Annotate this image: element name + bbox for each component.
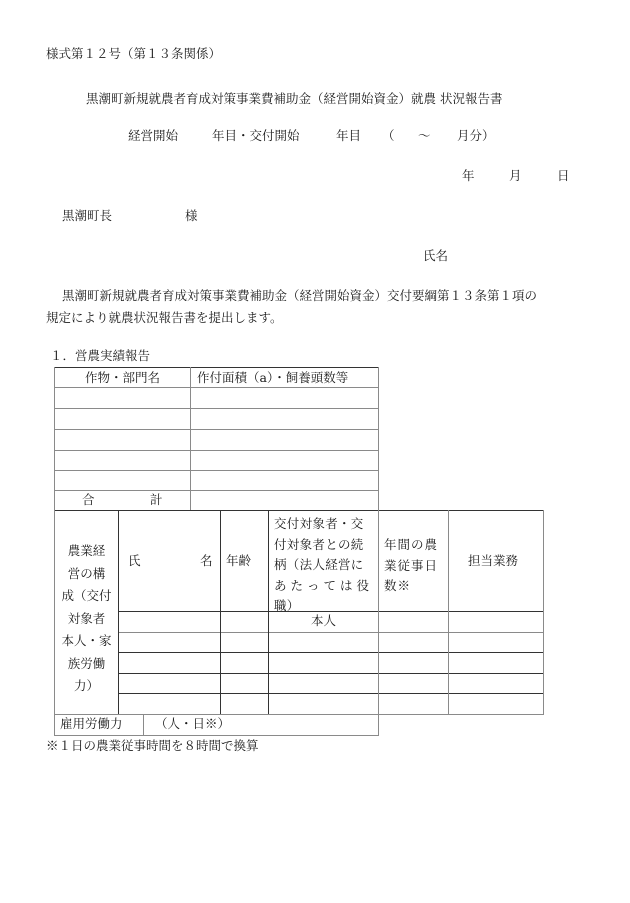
labor-group-label: 農業経 営の構 成（交付 対象者 本人・家 族労働 力）	[61, 543, 112, 693]
header-farm-days: 年間の農 業従事日 数※	[384, 537, 439, 593]
member-name-cell-2[interactable]	[119, 633, 220, 652]
year-suffix-1: 年目・交付開始	[212, 128, 300, 143]
member-days-cell-5[interactable]	[379, 694, 448, 714]
member-duty-cell-5[interactable]	[449, 694, 543, 714]
member-age-cell-3[interactable]	[221, 653, 268, 673]
member-age-cell-4[interactable]	[221, 674, 268, 693]
header-crop-name: 作物・部門名	[84, 369, 160, 385]
member-name-cell-1[interactable]	[119, 612, 220, 632]
date-day: 日	[557, 168, 570, 183]
start-label: 経営開始	[128, 128, 179, 143]
member-name-cell-3[interactable]	[119, 653, 220, 673]
crop-name-cell-1[interactable]	[55, 388, 190, 408]
header-name-left: 氏	[128, 553, 141, 568]
member-age-cell-1[interactable]	[221, 612, 268, 632]
header-duty: 担当業務	[468, 553, 519, 568]
total-label-left: 合	[82, 492, 95, 507]
crop-area-cell-2[interactable]	[191, 409, 378, 429]
member-days-cell-4[interactable]	[379, 674, 448, 693]
month-part: 月分）	[457, 128, 495, 143]
paren-open: （	[382, 128, 395, 143]
addressee-name: 黒潮町長	[62, 208, 113, 223]
addressee-honorific: 様	[185, 208, 198, 223]
body-text-line-1: 黒潮町新規就農者育成対策事業費補助金（経営開始資金）交付要綱第１３条第１項の	[62, 288, 538, 303]
year-suffix-2: 年目	[336, 128, 362, 143]
header-name-right: 名	[200, 553, 213, 568]
tilde: ～	[418, 128, 431, 143]
member-relation-cell-5[interactable]	[269, 694, 378, 714]
section-heading: １．営農実績報告	[50, 348, 151, 363]
total-label-right: 計	[150, 492, 163, 507]
header-age: 年齢	[226, 553, 252, 568]
member-name-cell-4[interactable]	[119, 674, 220, 693]
date-month: 月	[509, 168, 522, 183]
member-relation-cell-2[interactable]	[269, 633, 378, 652]
footnote: ※１日の農業従事時間を８時間で換算	[46, 738, 259, 753]
header-area-livestock: 作付面積（a）・飼養頭数等	[197, 369, 349, 385]
employment-unit: （人・日※）	[155, 716, 231, 731]
applicant-name-label: 氏名	[423, 248, 449, 263]
member-days-cell-3[interactable]	[379, 653, 448, 673]
member-days-cell-1[interactable]	[379, 612, 448, 632]
member-relation-cell-4[interactable]	[269, 674, 378, 693]
member-duty-cell-4[interactable]	[449, 674, 543, 693]
document-title: 黒潮町新規就農者育成対策事業費補助金（経営開始資金）就農 状況報告書	[86, 91, 503, 106]
crop-area-cell-5[interactable]	[191, 471, 378, 490]
member-name-cell-5[interactable]	[119, 694, 220, 714]
date-year: 年	[462, 168, 475, 183]
member-duty-cell-2[interactable]	[449, 633, 543, 652]
member-age-cell-5[interactable]	[221, 694, 268, 714]
form-number: 様式第１２号（第１３条関係）	[46, 46, 222, 61]
body-text-line-2: 規定により就農状況報告書を提出します。	[46, 310, 283, 325]
crop-name-cell-3[interactable]	[55, 430, 190, 450]
relation-self-label: 本人	[311, 613, 337, 628]
member-age-cell-2[interactable]	[221, 633, 268, 652]
crop-area-cell-3[interactable]	[191, 430, 378, 450]
member-days-cell-2[interactable]	[379, 633, 448, 652]
crop-name-cell-2[interactable]	[55, 409, 190, 429]
member-duty-cell-3[interactable]	[449, 653, 543, 673]
header-relation: 交付対象者・交 付対象者との続 柄（法人経営に あたっては役 職）	[274, 516, 374, 613]
crop-name-cell-4[interactable]	[55, 451, 190, 470]
crop-name-cell-5[interactable]	[55, 471, 190, 490]
employment-value-cell[interactable]	[240, 715, 378, 735]
total-value-cell[interactable]	[191, 491, 378, 510]
crop-area-cell-4[interactable]	[191, 451, 378, 470]
employment-label: 雇用労働力	[60, 716, 123, 731]
member-relation-cell-3[interactable]	[269, 653, 378, 673]
crop-area-cell-1[interactable]	[191, 388, 378, 408]
member-duty-cell-1[interactable]	[449, 612, 543, 632]
